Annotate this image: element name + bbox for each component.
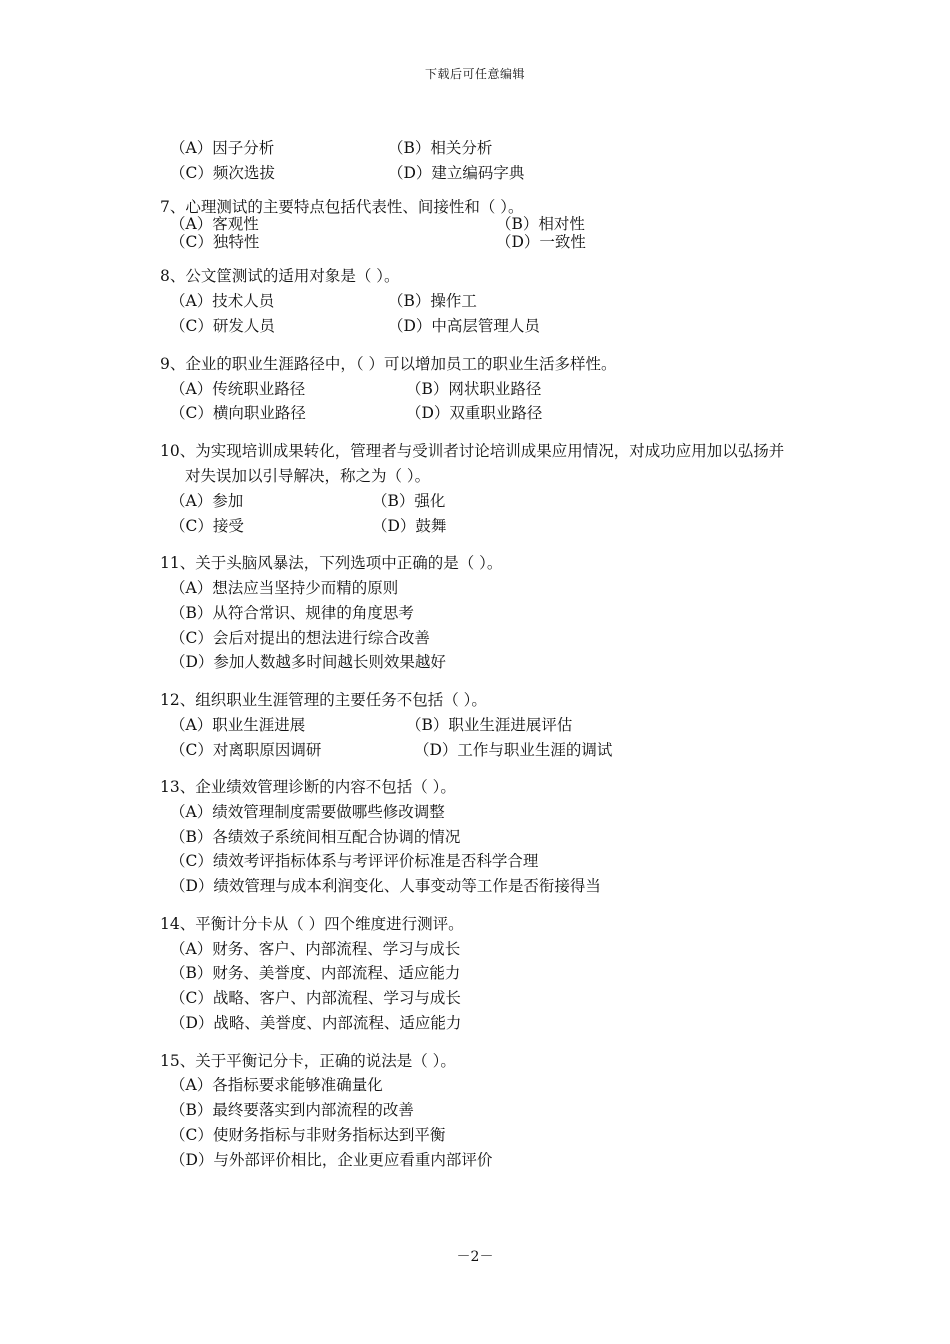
option-9b: （B）网状职业路径 <box>406 380 542 398</box>
option-12c: （C）对离职原因调研 <box>170 741 322 759</box>
page-header: 下载后可任意编辑 <box>424 67 525 81</box>
option-13b: （B）各绩效子系统间相互配合协调的情况 <box>170 828 461 846</box>
option-9d: （D）双重职业路径 <box>406 404 543 422</box>
option-11c: （C）会后对提出的想法进行综合改善 <box>170 629 430 647</box>
option-9c: （C）横向职业路径 <box>170 404 306 422</box>
question-10-stem-cont: 对失误加以引导解决，称之为（ ）。 <box>185 467 431 485</box>
option-11a: （A）想法应当坚持少而精的原则 <box>170 579 399 597</box>
option-10a: （A）参加 <box>170 492 244 510</box>
question-14-stem: 14、平衡计分卡从（ ）四个维度进行测评。 <box>160 915 464 933</box>
question-15-stem: 15、关于平衡记分卡，正确的说法是（ ）。 <box>160 1052 456 1070</box>
question-7-stem: 7、心理测试的主要特点包括代表性、间接性和（ ）。 <box>160 198 524 216</box>
question-13-stem: 13、企业绩效管理诊断的内容不包括（ ）。 <box>160 778 456 796</box>
option-7c: （C）独特性 <box>170 233 260 251</box>
option-12a: （A）职业生涯进展 <box>170 716 306 734</box>
option-11d: （D）参加人数越多时间越长则效果越好 <box>170 653 446 671</box>
option-15a: （A）各指标要求能够准确量化 <box>170 1076 383 1094</box>
question-9-stem: 9、企业的职业生涯路径中，（ ）可以增加员工的职业生活多样性。 <box>160 355 617 373</box>
option-7d: （D）一致性 <box>496 233 586 251</box>
option-13a: （A）绩效管理制度需要做哪些修改调整 <box>170 803 445 821</box>
option-10b: （B）强化 <box>372 492 446 510</box>
option-15c: （C）使财务指标与非财务指标达到平衡 <box>170 1126 446 1144</box>
option-13c: （C）绩效考评指标体系与考评评价标准是否科学合理 <box>170 852 539 870</box>
option-15d: （D）与外部评价相比，企业更应看重内部评价 <box>170 1151 493 1169</box>
option-8d: （D）中高层管理人员 <box>388 317 540 335</box>
question-12-stem: 12、组织职业生涯管理的主要任务不包括（ ）。 <box>160 691 487 709</box>
option-8a: （A）技术人员 <box>170 292 275 310</box>
option-10c: （C）接受 <box>170 517 244 535</box>
option-11b: （B）从符合常识、规律的角度思考 <box>170 604 414 622</box>
option-6d: （D）建立编码字典 <box>388 164 525 182</box>
page-number: －2－ <box>456 1249 494 1265</box>
option-7a: （A）客观性 <box>170 215 259 233</box>
option-12b: （B）职业生涯进展评估 <box>406 716 573 734</box>
option-13d: （D）绩效管理与成本利润变化、人事变动等工作是否衔接得当 <box>170 877 601 895</box>
option-14c: （C）战略、客户、内部流程、学习与成长 <box>170 989 461 1007</box>
question-11-stem: 11、关于头脑风暴法，下列选项中正确的是（ ）。 <box>160 554 503 572</box>
option-9a: （A）传统职业路径 <box>170 380 306 398</box>
option-8c: （C）研发人员 <box>170 317 275 335</box>
question-8-stem: 8、公文筐测试的适用对象是（ ）。 <box>160 267 400 285</box>
option-7b: （B）相对性 <box>496 215 585 233</box>
option-15b: （B）最终要落实到内部流程的改善 <box>170 1101 414 1119</box>
option-6a: （A）因子分析 <box>170 139 275 157</box>
option-12d: （D）工作与职业生涯的调试 <box>414 741 613 759</box>
option-14d: （D）战略、美誉度、内部流程、适应能力 <box>170 1014 462 1032</box>
option-6b: （B）相关分析 <box>388 139 493 157</box>
option-8b: （B）操作工 <box>388 292 477 310</box>
option-6c: （C）频次选拔 <box>170 164 275 182</box>
option-14b: （B）财务、美誉度、内部流程、适应能力 <box>170 964 461 982</box>
option-10d: （D）鼓舞 <box>372 517 447 535</box>
question-10-stem: 10、为实现培训成果转化，管理者与受训者讨论培训成果应用情况，对成功应用加以弘扬并 <box>160 442 785 460</box>
option-14a: （A）财务、客户、内部流程、学习与成长 <box>170 940 461 958</box>
